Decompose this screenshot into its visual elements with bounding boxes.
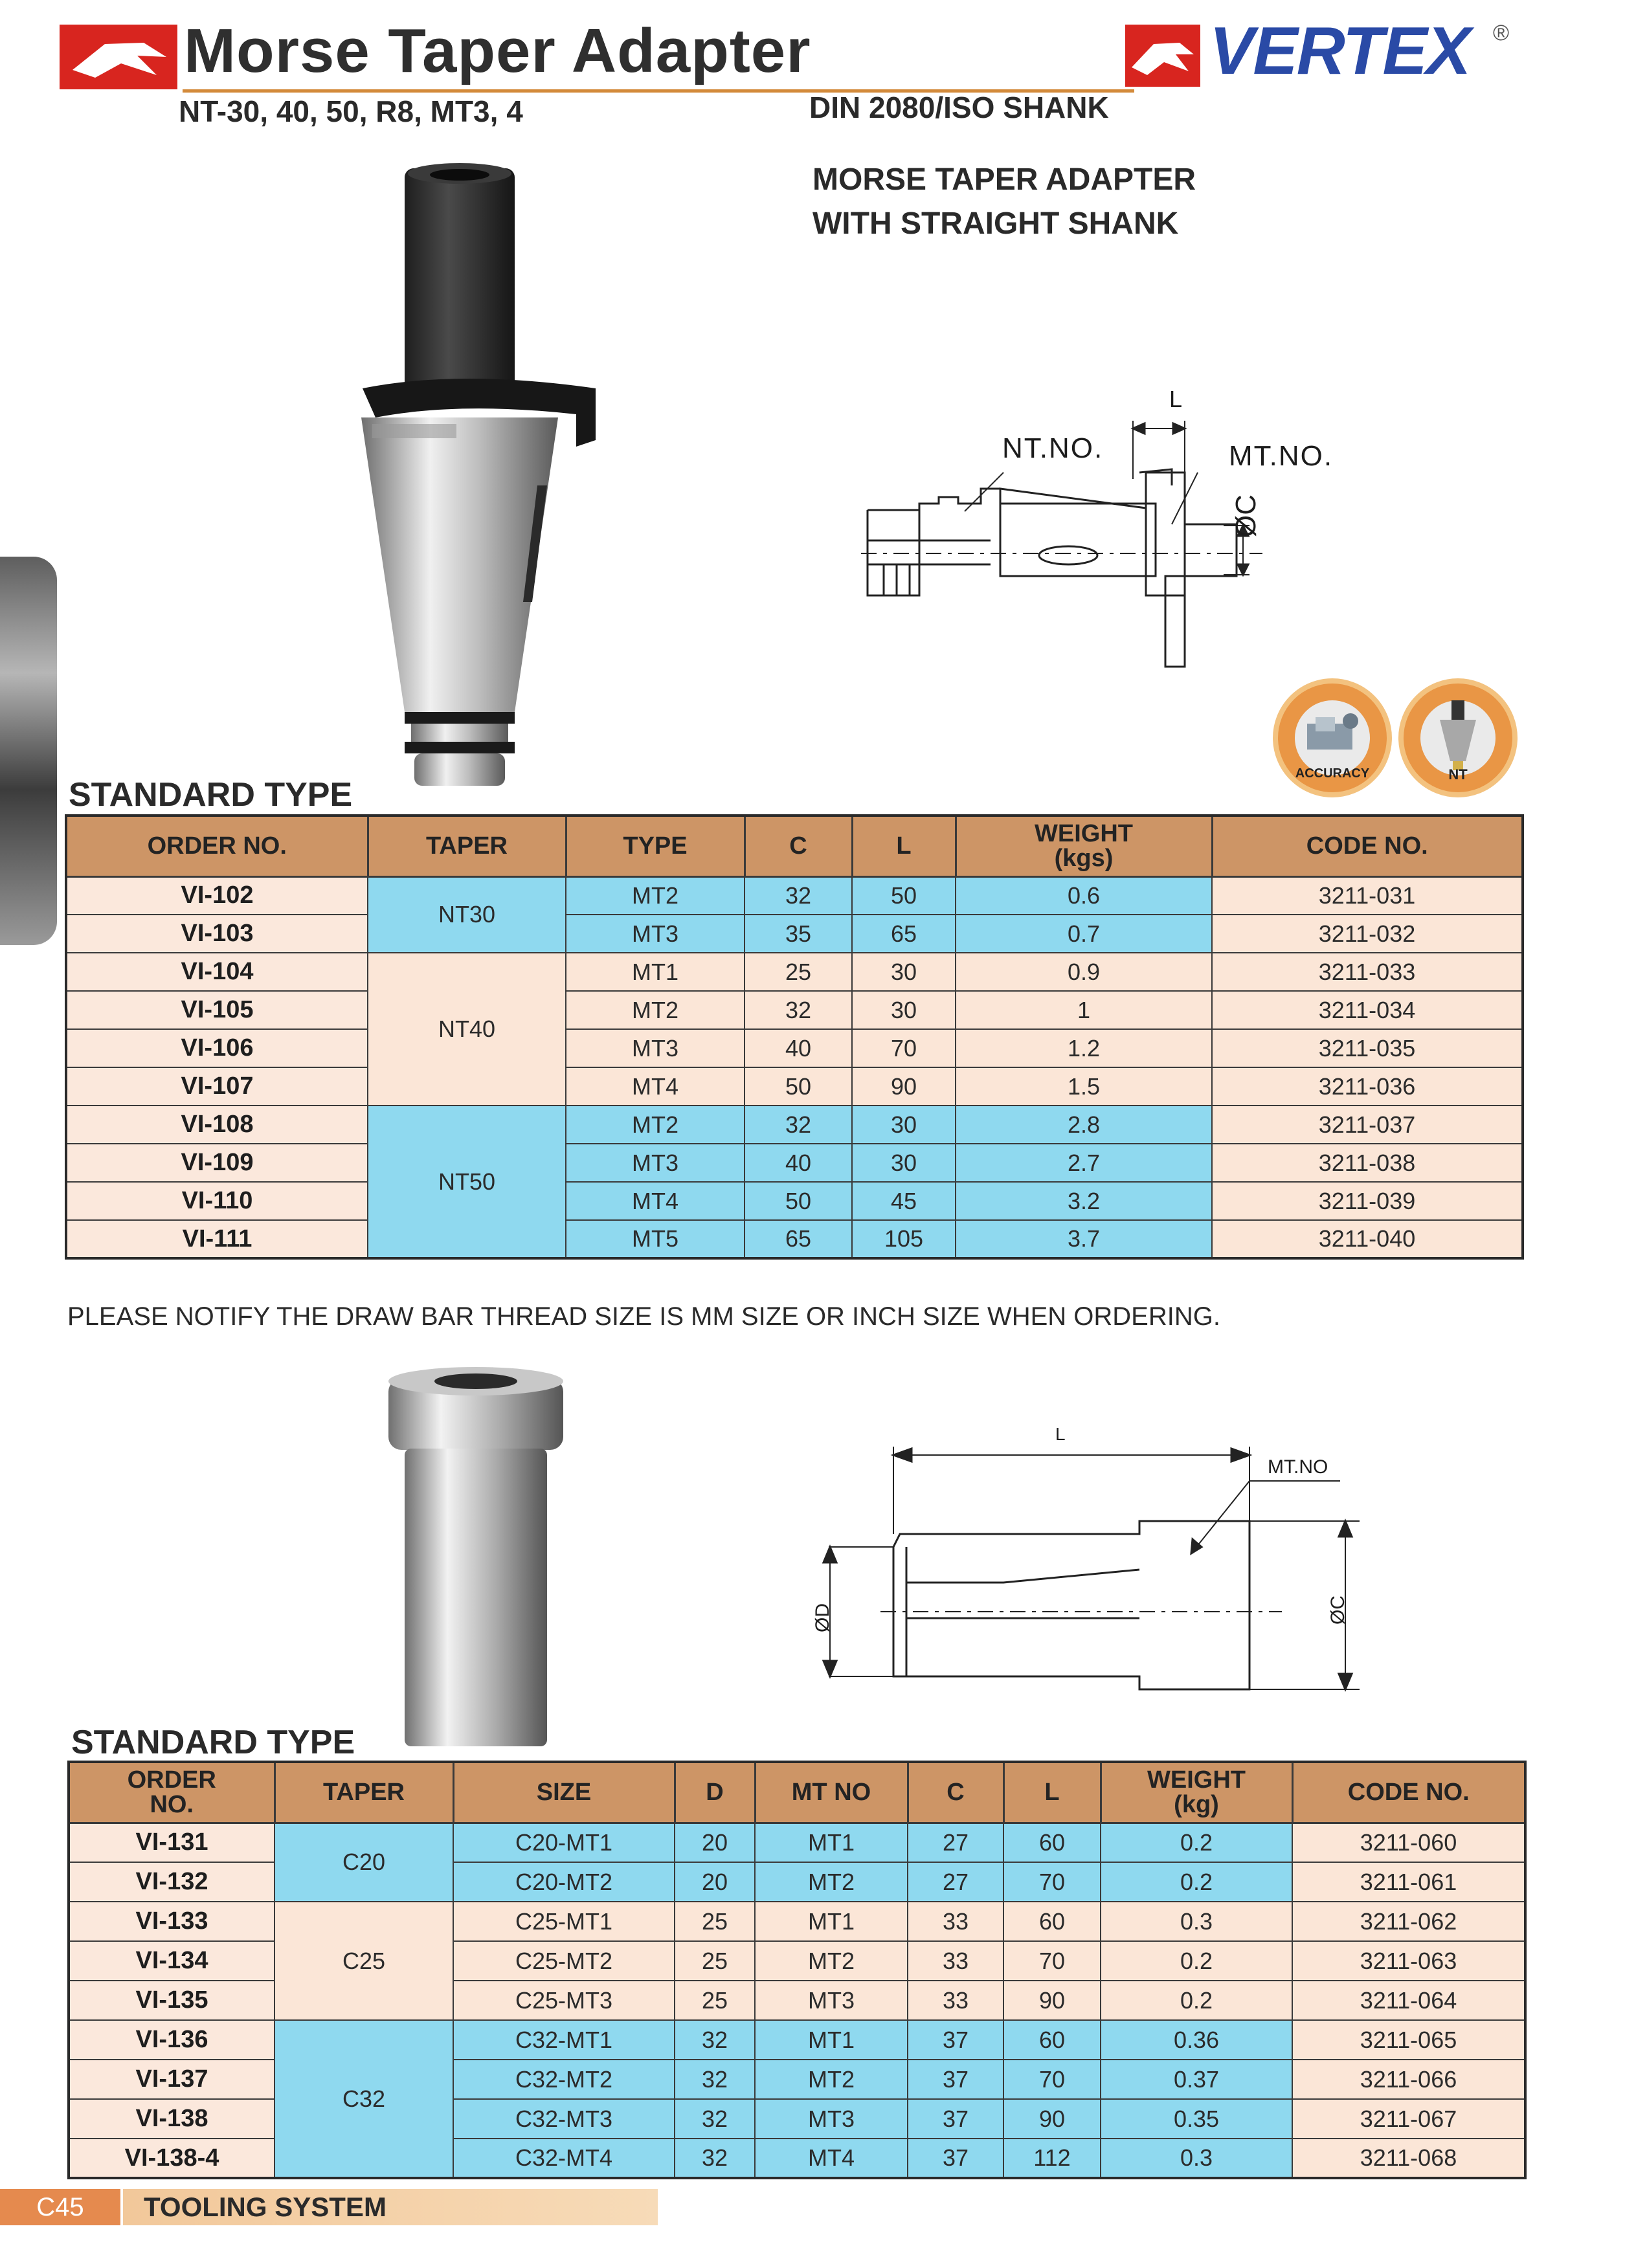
- cell-l: 60: [1003, 2020, 1101, 2060]
- header-taper: TAPER: [368, 816, 566, 876]
- cell-code: 3211-035: [1212, 1029, 1523, 1067]
- cell-c: 65: [745, 1220, 852, 1258]
- cell-type: MT5: [566, 1220, 745, 1258]
- cell-weight: 0.9: [956, 953, 1212, 991]
- cell-mt: MT2: [755, 1862, 908, 1902]
- cell-type: MT3: [566, 915, 745, 953]
- cell-order: VI-104: [66, 953, 368, 991]
- cell-type: MT1: [566, 953, 745, 991]
- cell-weight: 0.2: [1101, 1823, 1292, 1862]
- cell-order: VI-108: [66, 1106, 368, 1144]
- cell-c: 27: [908, 1862, 1003, 1902]
- page-subtitle: NT-30, 40, 50, R8, MT3, 4: [179, 94, 523, 128]
- cell-c: 37: [908, 2060, 1003, 2099]
- cell-code: 3211-033: [1212, 953, 1523, 991]
- label-mt-no: MT.NO.: [1229, 440, 1334, 472]
- cell-c: 37: [908, 2139, 1003, 2178]
- cell-l: 70: [1003, 1941, 1101, 1981]
- cell-taper: NT30: [368, 876, 566, 953]
- side-product-photo-strip: [0, 557, 57, 945]
- cell-type: MT3: [566, 1144, 745, 1182]
- cell-l: 70: [1003, 1862, 1101, 1902]
- cell-code: 3211-031: [1212, 876, 1523, 915]
- cell-taper: C20: [274, 1823, 453, 1902]
- cell-weight: 0.2: [1101, 1941, 1292, 1981]
- cell-c: 33: [908, 1941, 1003, 1981]
- brand-logo-text: VERTEX: [1209, 14, 1470, 89]
- header-l: L: [1003, 1762, 1101, 1823]
- cell-size: C32-MT4: [453, 2139, 675, 2178]
- cell-weight: 1.2: [956, 1029, 1212, 1067]
- cell-weight: 0.36: [1101, 2020, 1292, 2060]
- label-nt-no: NT.NO.: [1002, 432, 1104, 464]
- cell-type: MT2: [566, 1106, 745, 1144]
- label-mt-no-2: MT.NO: [1268, 1456, 1328, 1478]
- dim-label-c: ØC: [1230, 495, 1262, 537]
- cell-type: MT2: [566, 876, 745, 915]
- cell-code: 3211-068: [1292, 2139, 1525, 2178]
- cell-weight: 0.2: [1101, 1862, 1292, 1902]
- cell-code: 3211-066: [1292, 2060, 1525, 2099]
- header-type: TYPE: [566, 816, 745, 876]
- dim-label-d: ØD: [812, 1603, 833, 1632]
- cell-weight: 0.3: [1101, 1902, 1292, 1941]
- cell-l: 45: [852, 1182, 956, 1220]
- cell-l: 50: [852, 876, 956, 915]
- cell-weight: 0.35: [1101, 2099, 1292, 2139]
- cell-c: 33: [908, 1902, 1003, 1941]
- accuracy-badge: [1273, 678, 1392, 797]
- dim-label-c-2: ØC: [1327, 1595, 1349, 1625]
- cell-order: VI-133: [69, 1902, 274, 1941]
- cell-weight: 3.2: [956, 1182, 1212, 1220]
- header-order-no: ORDER NO.: [66, 816, 368, 876]
- cell-weight: 0.2: [1101, 1981, 1292, 2020]
- cell-c: 33: [908, 1981, 1003, 2020]
- standard-type-table-2: [67, 1761, 1527, 2179]
- cell-code: 3211-065: [1292, 2020, 1525, 2060]
- cell-size: C20-MT1: [453, 1823, 675, 1862]
- cell-order: VI-109: [66, 1144, 368, 1182]
- cell-taper: C32: [274, 2020, 453, 2178]
- cell-size: C25-MT3: [453, 1981, 675, 2020]
- cell-l: 112: [1003, 2139, 1101, 2178]
- cell-order: VI-105: [66, 991, 368, 1029]
- cell-type: MT4: [566, 1067, 745, 1106]
- cell-c: 37: [908, 2099, 1003, 2139]
- cell-l: 105: [852, 1220, 956, 1258]
- description-line-2: WITH STRAIGHT SHANK: [812, 206, 1179, 241]
- cell-mt: MT2: [755, 1941, 908, 1981]
- cell-l: 60: [1003, 1902, 1101, 1941]
- cell-c: 40: [745, 1144, 852, 1182]
- cell-order: VI-102: [66, 876, 368, 915]
- cell-d: 32: [675, 2060, 755, 2099]
- cell-mt: MT3: [755, 1981, 908, 2020]
- cell-order: VI-137: [69, 2060, 274, 2099]
- cell-weight: 0.6: [956, 876, 1212, 915]
- cell-order: VI-107: [66, 1067, 368, 1106]
- cell-l: 30: [852, 953, 956, 991]
- cell-code: 3211-039: [1212, 1182, 1523, 1220]
- cell-order: VI-135: [69, 1981, 274, 2020]
- cell-order: VI-131: [69, 1823, 274, 1862]
- cell-c: 25: [745, 953, 852, 991]
- header-order-no: ORDER NO.: [69, 1762, 274, 1823]
- standard-type-table-1: [65, 814, 1524, 1260]
- cell-l: 70: [1003, 2060, 1101, 2099]
- header-code-no: CODE NO.: [1212, 816, 1523, 876]
- cell-weight: 0.37: [1101, 2060, 1292, 2099]
- cell-type: MT2: [566, 991, 745, 1029]
- cell-c: 37: [908, 2020, 1003, 2060]
- cell-d: 25: [675, 1902, 755, 1941]
- cell-l: 30: [852, 1144, 956, 1182]
- header-weight: WEIGHT (kg): [1101, 1762, 1292, 1823]
- cell-order: VI-138: [69, 2099, 274, 2139]
- cell-mt: MT1: [755, 2020, 908, 2060]
- nt-badge: [1398, 678, 1518, 797]
- page-number: C45: [0, 2189, 120, 2225]
- cell-code: 3211-063: [1292, 1941, 1525, 1981]
- cell-c: 32: [745, 1106, 852, 1144]
- cell-weight: 3.7: [956, 1220, 1212, 1258]
- cell-d: 25: [675, 1941, 755, 1981]
- cell-order: VI-136: [69, 2020, 274, 2060]
- cell-order: VI-134: [69, 1941, 274, 1981]
- cell-d: 20: [675, 1823, 755, 1862]
- header-size: SIZE: [453, 1762, 675, 1823]
- cell-order: VI-110: [66, 1182, 368, 1220]
- cell-weight: 0.3: [1101, 2139, 1292, 2178]
- dim-label-l: L: [1169, 386, 1183, 412]
- cell-taper: C25: [274, 1902, 453, 2020]
- cell-order: VI-132: [69, 1862, 274, 1902]
- cell-c: 40: [745, 1029, 852, 1067]
- cell-code: 3211-060: [1292, 1823, 1525, 1862]
- cell-weight: 2.7: [956, 1144, 1212, 1182]
- header-weight: WEIGHT (kgs): [956, 816, 1212, 876]
- cell-taper: NT50: [368, 1106, 566, 1258]
- cell-d: 20: [675, 1862, 755, 1902]
- cell-size: C32-MT3: [453, 2099, 675, 2139]
- cell-mt: MT1: [755, 1823, 908, 1862]
- cell-mt: MT1: [755, 1902, 908, 1941]
- cell-weight: 1.5: [956, 1067, 1212, 1106]
- cell-c: 32: [745, 991, 852, 1029]
- header-mt-no: MT NO: [755, 1762, 908, 1823]
- cell-weight: 1: [956, 991, 1212, 1029]
- dim-label-l-2: L: [1055, 1424, 1066, 1444]
- header-c: C: [908, 1762, 1003, 1823]
- cell-order: VI-106: [66, 1029, 368, 1067]
- cell-code: 3211-038: [1212, 1144, 1523, 1182]
- cell-size: C20-MT2: [453, 1862, 675, 1902]
- cell-l: 65: [852, 915, 956, 953]
- product-photo-nt-adapter: [350, 162, 622, 799]
- cell-mt: MT4: [755, 2139, 908, 2178]
- cell-code: 3211-064: [1292, 1981, 1525, 2020]
- page-title: Morse Taper Adapter: [184, 16, 811, 85]
- cell-code: 3211-040: [1212, 1220, 1523, 1258]
- table1-title: STANDARD TYPE: [69, 776, 353, 814]
- cell-l: 90: [1003, 2099, 1101, 2139]
- cell-code: 3211-032: [1212, 915, 1523, 953]
- cell-code: 3211-067: [1292, 2099, 1525, 2139]
- footer-section-title: TOOLING SYSTEM: [144, 2192, 387, 2222]
- cell-c: 50: [745, 1067, 852, 1106]
- cell-code: 3211-036: [1212, 1067, 1523, 1106]
- cell-mt: MT2: [755, 2060, 908, 2099]
- brand-eagle-icon: [1125, 25, 1200, 87]
- cell-mt: MT3: [755, 2099, 908, 2139]
- cell-l: 90: [852, 1067, 956, 1106]
- description-line-1: MORSE TAPER ADAPTER: [812, 162, 1196, 197]
- cell-order: VI-138-4: [69, 2139, 274, 2178]
- cell-code: 3211-034: [1212, 991, 1523, 1029]
- ordering-notice: PLEASE NOTIFY THE DRAW BAR THREAD SIZE IS MM SIZE OR INCH SIZE WHEN ORDERING.: [67, 1302, 1220, 1331]
- cell-taper: NT40: [368, 953, 566, 1106]
- header-code-no: CODE NO.: [1292, 1762, 1525, 1823]
- product-photo-straight-shank-sleeve: [382, 1366, 576, 1757]
- cell-l: 60: [1003, 1823, 1101, 1862]
- cell-d: 32: [675, 2099, 755, 2139]
- cell-c: 50: [745, 1182, 852, 1220]
- cell-weight: 2.8: [956, 1106, 1212, 1144]
- cell-size: C32-MT2: [453, 2060, 675, 2099]
- cell-l: 30: [852, 1106, 956, 1144]
- cell-code: 3211-037: [1212, 1106, 1523, 1144]
- cell-code: 3211-062: [1292, 1902, 1525, 1941]
- header-taper: TAPER: [274, 1762, 453, 1823]
- header-c: C: [745, 816, 852, 876]
- cell-l: 70: [852, 1029, 956, 1067]
- cell-type: MT4: [566, 1182, 745, 1220]
- cell-order: VI-103: [66, 915, 368, 953]
- cell-size: C25-MT2: [453, 1941, 675, 1981]
- registered-mark: ®: [1493, 21, 1510, 45]
- cell-d: 32: [675, 2139, 755, 2178]
- cell-d: 25: [675, 1981, 755, 2020]
- cell-c: 32: [745, 876, 852, 915]
- cell-code: 3211-061: [1292, 1862, 1525, 1902]
- header-l: L: [852, 816, 956, 876]
- din-standard: DIN 2080/ISO SHANK: [809, 91, 1109, 124]
- eagle-logo-icon: [60, 25, 177, 89]
- table2-title: STANDARD TYPE: [71, 1724, 355, 1761]
- cell-c: 35: [745, 915, 852, 953]
- cell-type: MT3: [566, 1029, 745, 1067]
- header-d: D: [675, 1762, 755, 1823]
- cell-c: 27: [908, 1823, 1003, 1862]
- cell-l: 90: [1003, 1981, 1101, 2020]
- cell-order: VI-111: [66, 1220, 368, 1258]
- accuracy-badge-label: ACCURACY: [1295, 766, 1370, 781]
- cell-weight: 0.7: [956, 915, 1212, 953]
- cell-l: 30: [852, 991, 956, 1029]
- nt-badge-label: NT: [1448, 766, 1468, 783]
- cell-size: C32-MT1: [453, 2020, 675, 2060]
- cell-size: C25-MT1: [453, 1902, 675, 1941]
- cell-d: 32: [675, 2020, 755, 2060]
